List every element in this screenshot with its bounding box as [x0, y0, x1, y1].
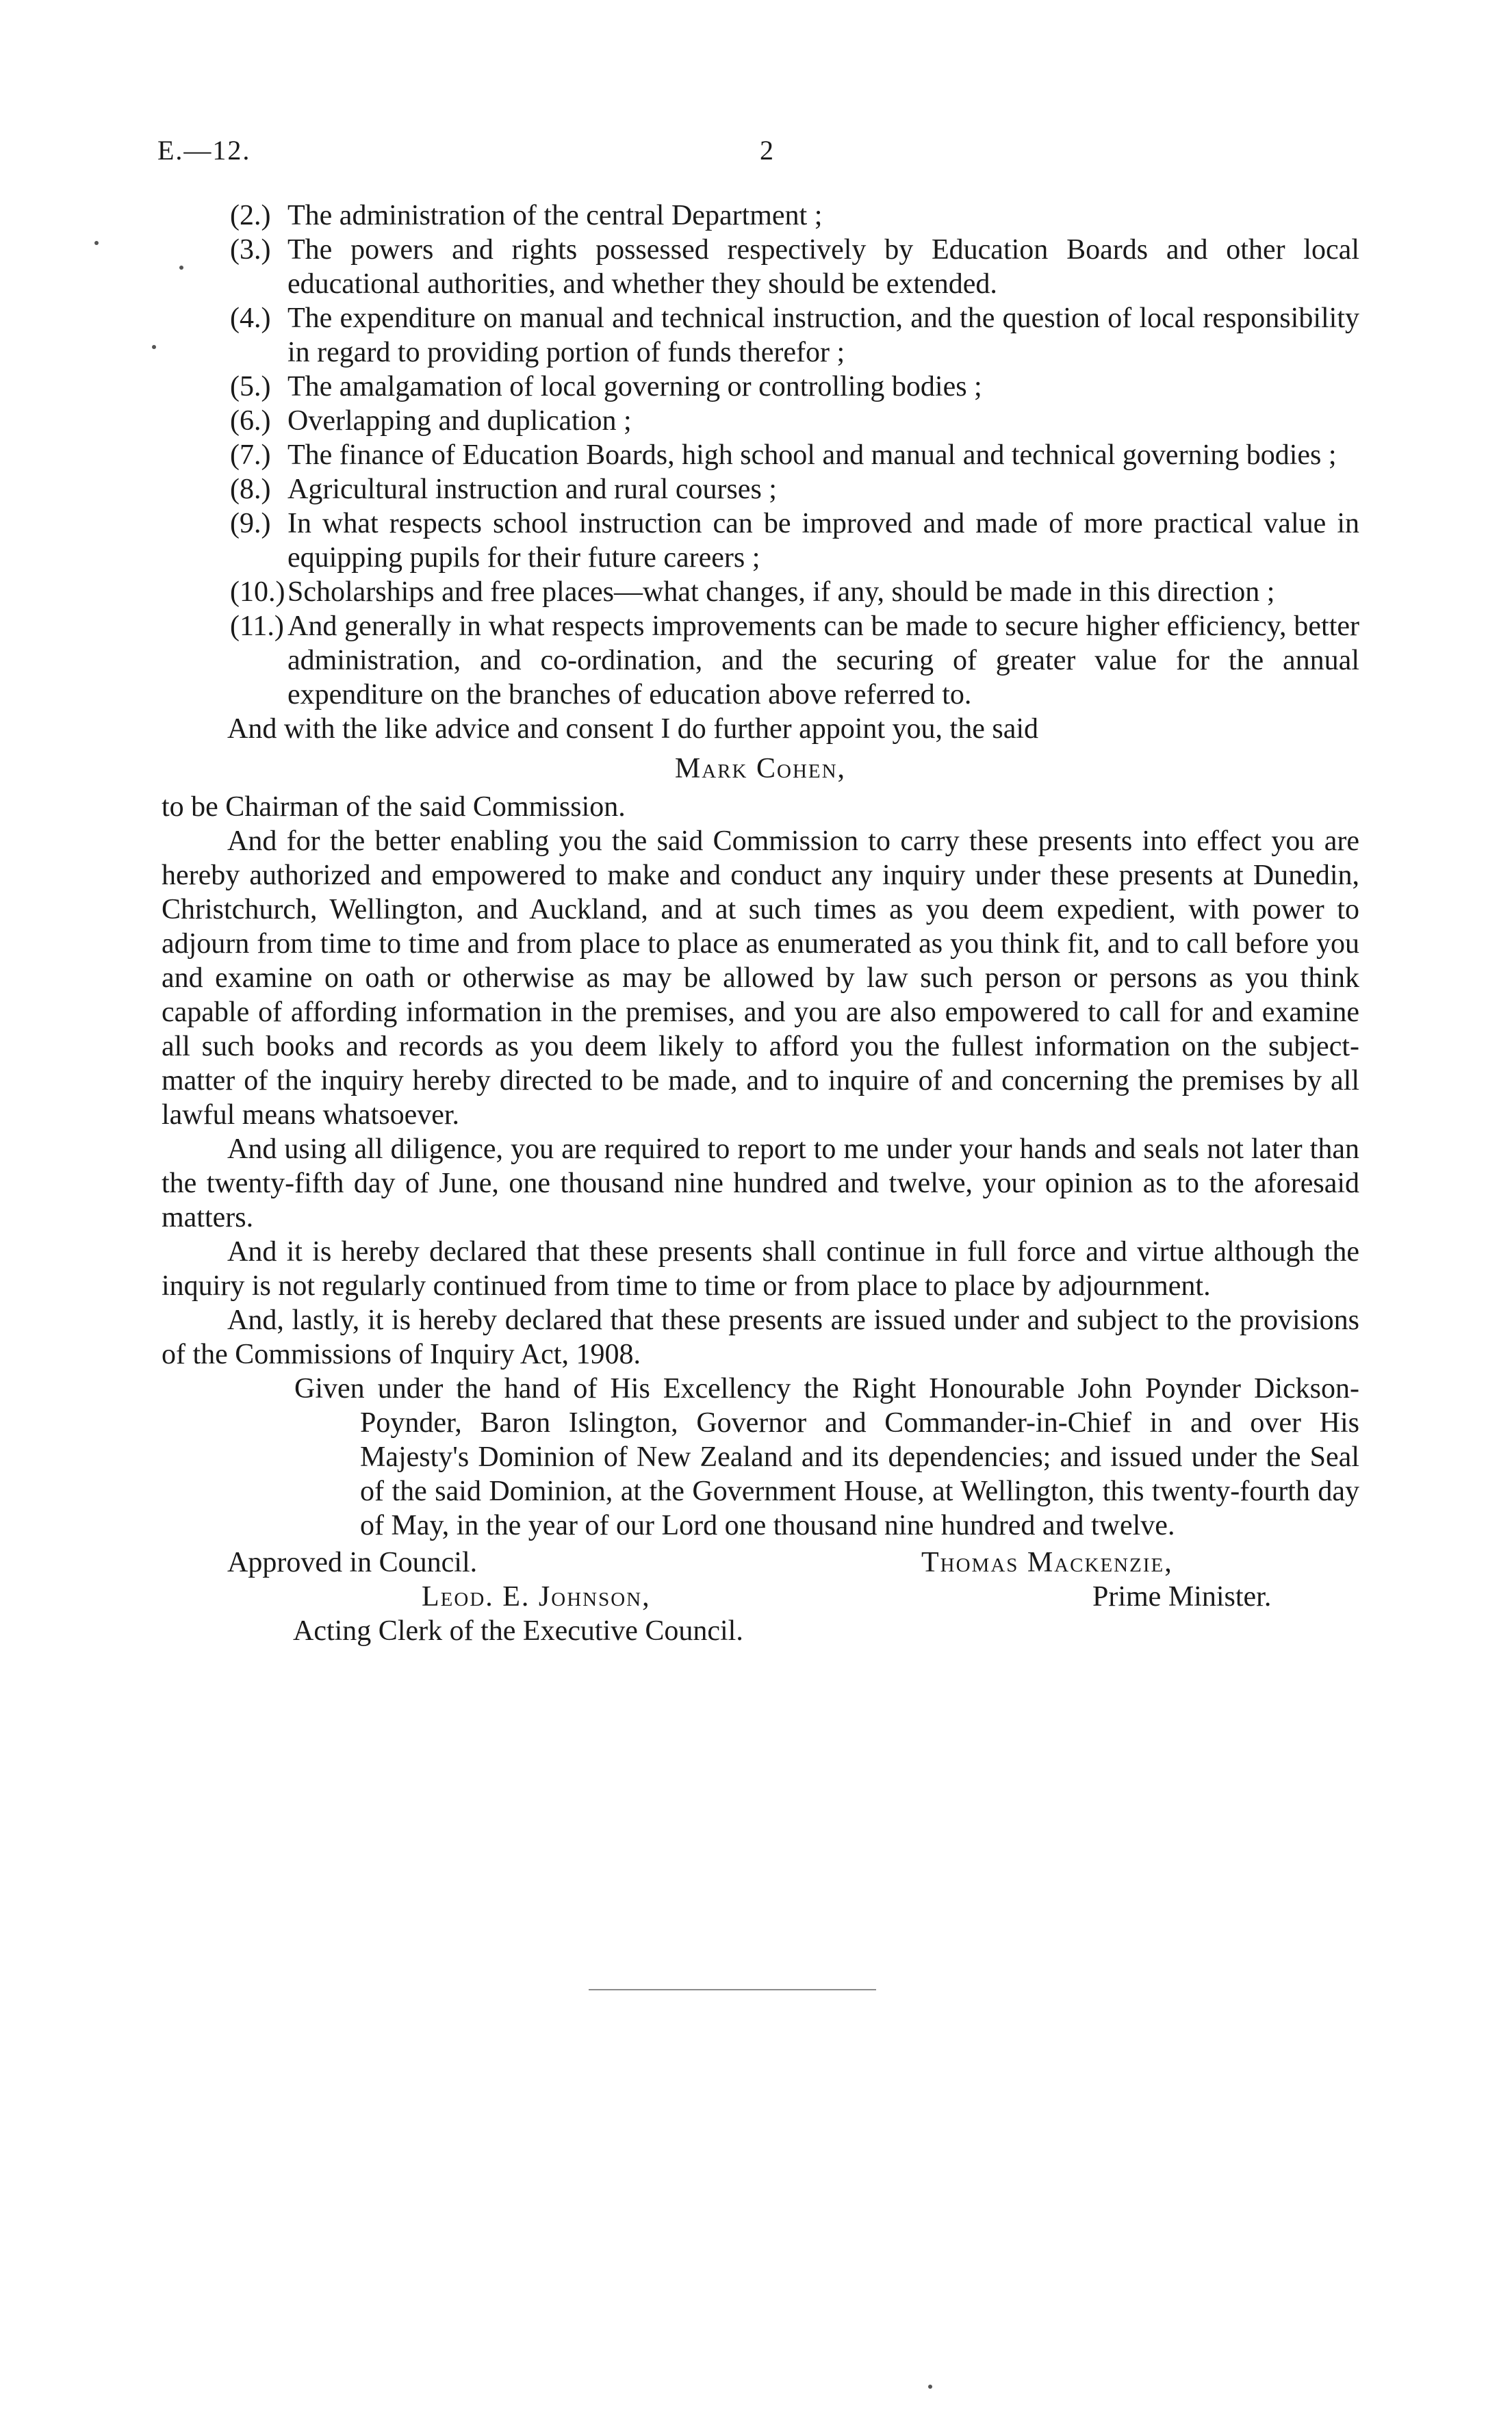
list-item	[162, 575, 1359, 609]
list-item-number: (8.)	[230, 474, 271, 505]
list-item	[162, 506, 1359, 575]
list-item-text: The amalgamation of local governing or controlling bodies ;	[287, 371, 982, 402]
inquiry-paragraph: And for the better enabling you the said Commission to carry these presents into effect you are hereby authorized and empowered to make and conduct any inquiry under these presents at Dunedin, Christchurch, Wellington, and Auckland, and at such times as you deem expedient, with power to adjourn from time to time and from place to place as enumerated as you think fit, and to call before you and examine on oath or otherwise as may be allowed by law such person or persons as you think capable of affording information in the premises, and you are also empowered to call for and examine all such books and records as you deem likely to afford you the fullest information on the subject-matter of the inquiry hereby directed to be made, and to inquire of and concerning the premises by all lawful means whatsoever.	[162, 825, 1359, 1131]
clerk-name: Leod. E. Johnson,	[422, 1581, 651, 1613]
list-item	[162, 472, 1359, 506]
appointment-intro: And with the like advice and consent I do further appoint you, the said	[227, 713, 1039, 745]
scan-speck	[928, 2385, 932, 2389]
list-item	[162, 198, 1359, 233]
list-item-number: (4.)	[230, 303, 271, 334]
list-item-text: Scholarships and free places—what changes, if any, should be made in this direction ;	[287, 576, 1275, 608]
list-item	[162, 301, 1359, 370]
list-item-number: (9.)	[230, 508, 271, 539]
signature-block	[162, 1545, 1359, 1648]
list-item	[162, 233, 1359, 301]
document-reference: E.—12.	[157, 135, 251, 166]
list-item-text: The powers and rights possessed respectively by Education Boards and other local educational authorities, and whether they should be extended.	[287, 234, 1359, 300]
list-item-text: The administration of the central Department ;	[287, 200, 823, 231]
list-item-number: (2.)	[230, 200, 271, 231]
list-item-number: (6.)	[230, 405, 271, 437]
list-item-number: (10.)	[230, 576, 285, 608]
chairman-name: Mark Cohen,	[674, 753, 847, 784]
continue-paragraph: And it is hereby declared that these presents shall continue in full force and virtue although the inquiry is not regularly continued from time to time or from place to place by adjournment.	[162, 1236, 1359, 1302]
list-item-number: (3.)	[230, 234, 271, 266]
page-number: 2	[760, 135, 773, 166]
list-item	[162, 370, 1359, 404]
document-body	[162, 198, 1359, 1648]
given-under-hand-paragraph: Given under the hand of His Excellency the Right Honourable John Poynder Dickson-Poynder, Baron Islington, Governor and Commander-in-Chief in and over His Majesty's Dominion of New Zealand and its dependencies; and issued under the Seal of the said Dominion, at the Government House, at Wellington, this twenty-fourth day of May, in the year of our Lord one thousand nine hundred and twelve.	[294, 1373, 1359, 1541]
approved-in-council: Approved in Council.	[227, 1547, 478, 1578]
clerk-title: Acting Clerk of the Executive Council.	[293, 1615, 743, 1647]
chairman-role: to be Chairman of the said Commission.	[162, 791, 626, 823]
closing-rule	[589, 1989, 876, 1990]
page-header	[157, 134, 1362, 175]
list-item-number: (11.)	[230, 611, 284, 642]
list-item-text: Agricultural instruction and rural courses ;	[287, 474, 777, 505]
prime-minister-name: Thomas Mackenzie,	[921, 1547, 1173, 1578]
report-paragraph: And using all diligence, you are required to report to me under your hands and seals not later than the twenty-fifth day of June, one thousand nine hundred and twelve, your opinion as to the aforesaid matters.	[162, 1133, 1359, 1233]
list-item-text: The finance of Education Boards, high school and manual and technical governing bodies ;	[287, 439, 1337, 471]
scan-speck	[152, 345, 156, 349]
list-item	[162, 438, 1359, 472]
list-item-text: Overlapping and duplication ;	[287, 405, 632, 437]
list-item	[162, 404, 1359, 438]
list-item	[162, 609, 1359, 712]
lastly-paragraph: And, lastly, it is hereby declared that these presents are issued under and subject to the provisions of the Commissions of Inquiry Act, 1908.	[162, 1305, 1359, 1370]
list-item-text: And generally in what respects improvements can be made to secure higher efficiency, better administration, and co-ordination, and the securing of greater value for the annual expenditure on the branches of education above referred to.	[287, 611, 1359, 710]
list-item-number: (7.)	[230, 439, 271, 471]
prime-minister-title: Prime Minister.	[1092, 1581, 1272, 1613]
list-item-text: The expenditure on manual and technical instruction, and the question of local responsibility in regard to providing portion of funds therefor ;	[287, 303, 1359, 368]
scan-speck	[179, 266, 183, 270]
list-item-number: (5.)	[230, 371, 271, 402]
scan-speck	[94, 241, 99, 245]
list-item-text: In what respects school instruction can be improved and made of more practical value in equipping pupils for their future careers ;	[287, 508, 1359, 574]
